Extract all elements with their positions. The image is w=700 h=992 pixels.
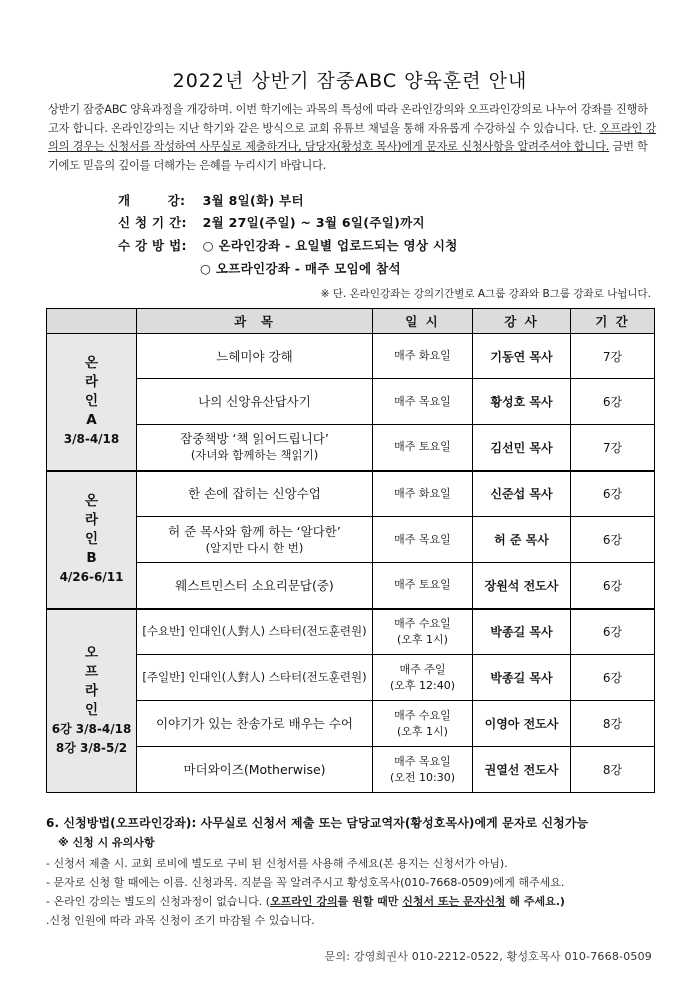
header-blank [47,309,137,334]
method-label: 수 강 방 법: [118,238,187,253]
instructor-cell: 권열선 전도사 [473,747,571,793]
period-cell: 6강 [571,563,655,609]
course-cell [137,517,373,563]
header-course: 과 목 [137,309,373,334]
course-cell: 마더와이즈(Motherwise) [137,747,373,793]
period-cell: 7강 [571,334,655,379]
caution-list [46,854,666,930]
table-row [47,609,655,655]
day-cell: 매주 토요일 [373,563,473,609]
intro-paragraph [48,101,658,175]
time-text: (오후 1시) [397,632,448,646]
course-subtitle: (알지만 다시 한 번) [205,540,304,555]
group-offline-dates-2: 8강 3/8-5/2 [55,740,128,755]
group-offline-name: 오 프 라 인 [84,644,99,718]
day-cell: 매주 화요일 [373,334,473,379]
course-cell: 웨스트민스터 소요리문답(중) [137,563,373,609]
day-cell [373,701,473,747]
day-cell: 매주 화요일 [373,471,473,517]
group-offline-dates-1: 6강 3/8-4/18 [51,721,132,736]
caution-line-3 [46,892,666,911]
caution-heading: ※ 신청 시 유의사항 [58,836,155,849]
caution-line-3-mid: 를 원할 때만 [337,895,403,908]
caution-line-1: - 신청서 제출 시. 교회 로비에 별도로 구비 된 신청서를 사용해 주세요(본 용지는 신청서가 아님). [46,857,508,870]
caution-line-2: - 문자로 신청 할 때에는 이름. 신청과목. 직분을 꼭 알려주시고 황성호목사(010-7668-0509)에게 해주세요. [46,876,565,889]
table-row [47,471,655,517]
table-row [47,334,655,379]
period-cell: 8강 [571,747,655,793]
day-text: 매주 수요일 [394,616,451,630]
course-cell: 이야기가 있는 찬송가로 배우는 수어 [137,701,373,747]
instructor-cell: 이영아 전도사 [473,701,571,747]
contact-info: 문의: 강영희권사 010-2212-0522, 황성호목사 010-7668-0509 [324,950,652,963]
header-day: 일 시 [373,309,473,334]
day-text: 매주 주일 [399,662,446,676]
course-cell: [수요반] 인대인(人對人) 스타터(전도훈련원) [137,609,373,655]
method-line [118,236,458,254]
intro-underlined-text: 오프라인 강의의 경우는 신청서를 작성하여 사무실로 제출하거나, 담당자(황성호 목사)에게 문자로 신청사항을 알려주셔야 합니다. [48,121,657,153]
day-text: 매주 목요일 [394,754,451,768]
table-row [47,425,655,471]
period-cell: 6강 [571,517,655,563]
caution-line-3-underline-1: 오프라인 강의 [270,895,338,908]
caution-line-3-post: 해 주세요.) [505,895,565,908]
table-row [47,379,655,425]
course-cell: 한 손에 잡히는 신앙수업 [137,471,373,517]
course-cell: 나의 신앙유산답사기 [137,379,373,425]
group-a-dates: 3/8-4/18 [63,432,120,447]
table-row [47,747,655,793]
start-label: 개 강: [118,193,186,208]
course-cell: 느헤미야 강해 [137,334,373,379]
instructor-cell: 신준섭 목사 [473,471,571,517]
group-b-name: 온 라 인 B [84,493,99,566]
time-text: (오후 1시) [397,724,448,738]
time-text: (오후 12:40) [389,678,456,692]
day-cell [373,609,473,655]
day-cell: 매주 목요일 [373,517,473,563]
caution-line-3-underline-2: 신청서 또는 문자신청 [402,895,506,908]
course-title: 허 준 목사와 함께 하는 ‘알다한’ [168,523,341,539]
instructor-cell: 박종길 목사 [473,655,571,701]
day-cell [373,655,473,701]
group-note: ※ 단. 온라인강좌는 강의기간별로 A그룹 강좌와 B그룹 강좌로 나뉩니다. [320,288,651,300]
course-cell: [주일반] 인대인(人對人) 스타터(전도훈련원) [137,655,373,701]
day-cell: 매주 토요일 [373,425,473,471]
table-row [47,563,655,609]
period-cell: 6강 [571,471,655,517]
time-text: (오전 10:30) [389,770,456,784]
day-text: 매주 수요일 [394,708,451,722]
instructor-cell: 박종길 목사 [473,609,571,655]
instructor-cell: 황성호 목사 [473,379,571,425]
course-cell [137,425,373,471]
intro-text-2: 금번 학기에도 믿음의 깊이를 더해가는 은혜를 누리시기 바랍니다. [48,140,648,172]
intro-text-1: 상반기 잠중ABC 양육과정을 개강하며. 이번 학기에는 과목의 특성에 따라 온라인강의와 오프라인강의로 나누어 강좌를 진행하고자 합니다. 온라인강의는 지난 학기와 같은 방식으로 교회 유튜브 채널을 통해 자유롭게 수강하실 수 있습니다. 단. [48,103,648,135]
instructor-cell: 허 준 목사 [473,517,571,563]
table-row [47,517,655,563]
day-cell: 매주 목요일 [373,379,473,425]
header-instructor: 강 사 [473,309,571,334]
method-offline: ○ 오프라인강좌 - 매주 모임에 참석 [200,261,401,276]
apply-value: 2월 27일(주일) ~ 3월 6일(주일)까지 [202,215,425,230]
start-value: 3월 8일(화) 부터 [202,193,304,208]
group-b-cell [47,471,137,609]
caution-line-4: .신청 인원에 따라 과목 신청이 조기 마감될 수 있습니다. [46,914,315,927]
course-title: 잠중책방 ‘책 읽어드립니다’ [180,431,329,447]
header-period: 기 간 [571,309,655,334]
section-6-heading: 6. 신청방법(오프라인강좌): 사무실로 신청서 제출 또는 담당교역자(황성호목사)에게 문자로 신청가능 [46,816,589,830]
instructor-cell: 기동연 목사 [473,334,571,379]
period-cell: 8강 [571,701,655,747]
page-title: 2022년 상반기 잠중ABC 양육훈련 안내 [172,70,528,92]
schedule-table [46,308,655,793]
instructor-cell: 장원석 전도사 [473,563,571,609]
group-offline-cell [47,609,137,793]
day-cell [373,747,473,793]
group-a-name: 온 라 인 A [84,355,99,429]
group-a-cell [47,334,137,471]
period-cell: 6강 [571,655,655,701]
table-row [47,701,655,747]
table-row [47,655,655,701]
start-date-line [118,191,304,209]
group-b-dates: 4/26-6/11 [59,570,124,584]
period-cell: 6강 [571,379,655,425]
period-cell: 7강 [571,425,655,471]
apply-label: 신 청 기 간: [118,215,187,230]
caution-line-3-pre: - 온라인 강의는 별도의 신청과정이 없습니다. ( [46,895,271,908]
period-cell: 6강 [571,609,655,655]
apply-period-line [118,213,425,231]
course-subtitle: (자녀와 함께하는 책읽기) [190,448,319,463]
method-online: ○ 온라인강좌 - 요일별 업로드되는 영상 시청 [202,238,458,253]
instructor-cell: 김선민 목사 [473,425,571,471]
